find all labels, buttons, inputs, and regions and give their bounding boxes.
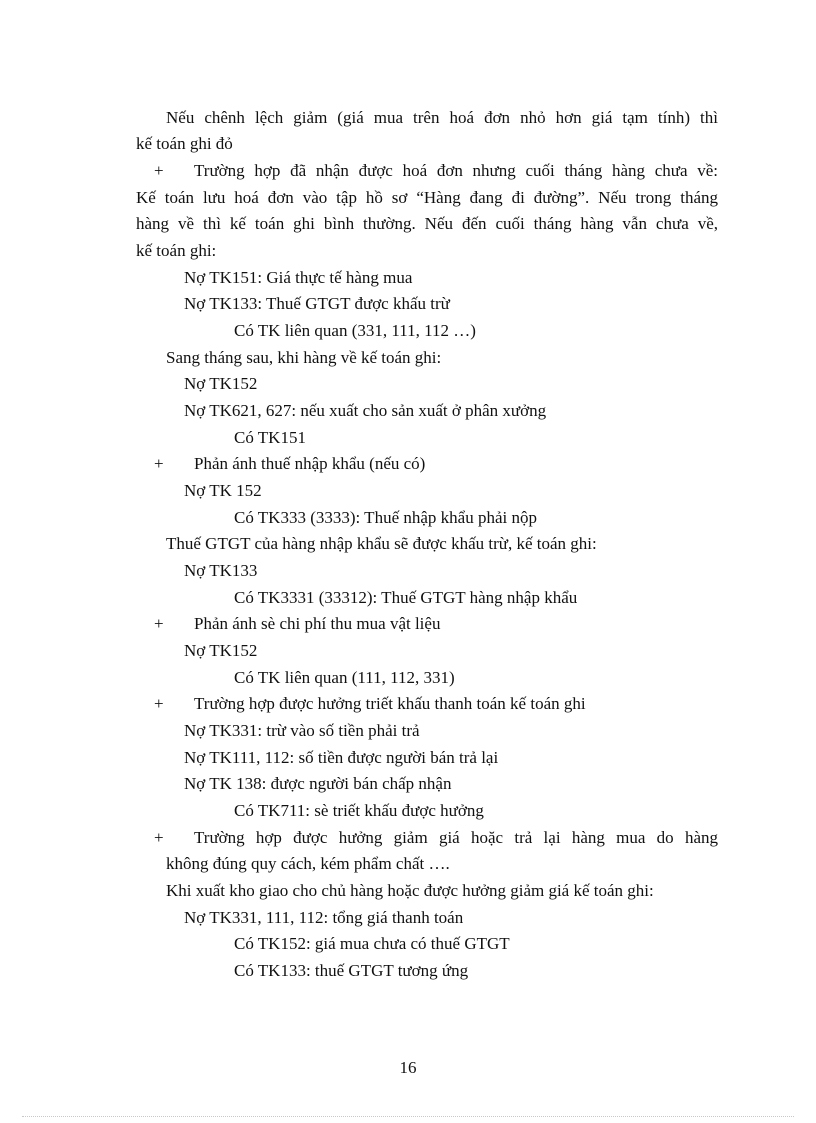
- paragraph-line: Kế toán lưu hoá đơn vào tập hồ sơ “Hàng đang đi đường”. Nếu trong tháng: [136, 188, 718, 207]
- case-heading: Phản ánh thuế nhập khẩu (nếu có): [194, 454, 426, 473]
- page-bottom-divider: [22, 1116, 794, 1117]
- debit-entry: Nợ TK152: [184, 374, 258, 393]
- case-heading: Trường hợp được hưởng giảm giá hoặc trả lại hàng mua do hàng: [194, 828, 718, 847]
- paragraph-line: Nếu chênh lệch giảm (giá mua trên hoá đơn nhỏ hơn giá tạm tính) thì: [166, 108, 718, 127]
- case-heading: Phản ánh sè chi phí thu mua vật liệu: [194, 614, 441, 633]
- debit-entry: Nợ TK621, 627: nếu xuất cho sản xuất ở phân xưởng: [184, 401, 547, 420]
- credit-entry: Có TK711: sè triết khấu được hưởng: [234, 801, 484, 820]
- case-heading: Trường hợp đã nhận được hoá đơn nhưng cuối tháng hàng chưa về:: [194, 161, 718, 180]
- credit-entry: Có TK133: thuế GTGT tương ứng: [234, 961, 469, 980]
- debit-entry: Nợ TK 152: [184, 481, 262, 500]
- page-number: 16: [399, 1058, 417, 1077]
- credit-entry: Có TK152: giá mua chưa có thuế GTGT: [234, 934, 510, 953]
- debit-entry: Nợ TK331, 111, 112: tổng giá thanh toán: [184, 908, 464, 927]
- paragraph-line: Thuế GTGT của hàng nhập khẩu sẽ được khấu trừ, kế toán ghi:: [166, 534, 597, 553]
- credit-entry: Có TK liên quan (331, 111, 112 …): [234, 321, 476, 340]
- debit-entry: Nợ TK152: [184, 641, 258, 660]
- paragraph-line: Khi xuất kho giao cho chủ hàng hoặc được hưởng giảm giá kế toán ghi:: [166, 881, 654, 900]
- paragraph-line: kế toán ghi đỏ: [136, 134, 233, 153]
- bullet-marker: +: [154, 694, 164, 713]
- case-heading: không đúng quy cách, kém phẩm chất ….: [166, 854, 450, 873]
- credit-entry: Có TK151: [234, 428, 306, 447]
- credit-entry: Có TK liên quan (111, 112, 331): [234, 668, 455, 687]
- bullet-marker: +: [154, 161, 164, 180]
- credit-entry: Có TK333 (3333): Thuế nhập khẩu phải nộp: [234, 508, 537, 527]
- case-heading: Trường hợp được hưởng triết khấu thanh toán kế toán ghi: [194, 694, 586, 713]
- debit-entry: Nợ TK133: Thuế GTGT được khấu trừ: [184, 294, 450, 313]
- debit-entry: Nợ TK111, 112: số tiền được người bán trả lại: [184, 748, 499, 767]
- credit-entry: Có TK3331 (33312): Thuế GTGT hàng nhập khẩu: [234, 588, 578, 607]
- debit-entry: Nợ TK133: [184, 561, 258, 580]
- paragraph-line: hàng về thì kế toán ghi bình thường. Nếu đến cuối tháng hàng vẫn chưa về,: [136, 214, 718, 233]
- bullet-marker: +: [154, 828, 164, 847]
- bullet-marker: +: [154, 454, 164, 473]
- paragraph-line: Sang tháng sau, khi hàng về kế toán ghi:: [166, 348, 442, 367]
- paragraph-line: kế toán ghi:: [136, 241, 217, 260]
- debit-entry: Nợ TK331: trừ vào số tiền phải trả: [184, 721, 420, 740]
- debit-entry: Nợ TK 138: được người bán chấp nhận: [184, 774, 452, 793]
- debit-entry: Nợ TK151: Giá thực tế hàng mua: [184, 268, 413, 287]
- bullet-marker: +: [154, 614, 164, 633]
